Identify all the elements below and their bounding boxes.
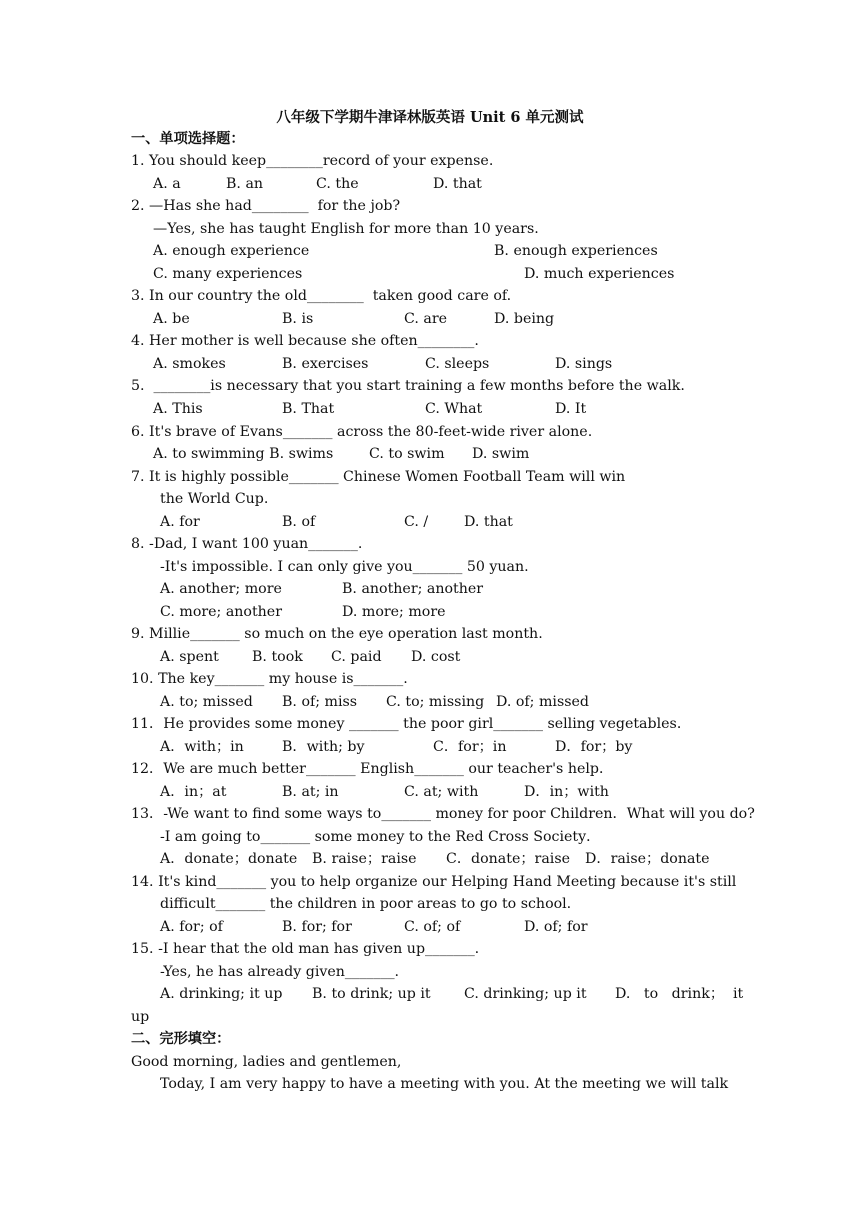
question-5-option-d: D. It <box>555 401 587 417</box>
question-7-stem: 7. It is highly possible_______ Chinese Women Football Team will win <box>131 469 626 485</box>
question-13-option-a: A．donate；donate <box>160 851 298 867</box>
question-11-stem: 11．He provides some money _______ the poor girl_______ selling vegetables． <box>131 716 692 732</box>
section-heading-cloze: 二、完形填空： <box>131 1031 231 1047</box>
question-8-option-d: D. more; more <box>342 604 446 620</box>
question-9-option-d: D. cost <box>411 649 461 665</box>
section-heading-single-choice: 一、单项选择题： <box>131 131 245 147</box>
question-7-option-c: C. / <box>404 514 429 530</box>
question-5-option-b: B. That <box>282 401 335 417</box>
question-14-option-a: A. for; of <box>160 919 223 935</box>
question-15-option-d-continued: up <box>131 1009 150 1025</box>
question-7-stem-continued: the World Cup. <box>160 491 269 507</box>
question-14-option-c: C. of; of <box>404 919 461 935</box>
question-7-option-d: D. that <box>464 514 513 530</box>
question-15-stem-continued: -Yes, he has already given_______. <box>160 964 400 980</box>
passage-salutation: Good morning, ladies and gentlemen, <box>131 1054 402 1070</box>
question-10-option-a: A. to; missed <box>160 694 253 710</box>
question-7-option-a: A. for <box>160 514 200 530</box>
question-15-stem: 15. -I hear that the old man has given up_______. <box>131 941 480 957</box>
question-3-option-b: B. is <box>282 311 314 327</box>
question-3-option-d: D. being <box>494 311 555 327</box>
question-13-stem: 13．-We want to find some ways to_______ money for poor Children．What will you do? <box>131 806 755 822</box>
question-8-stem-continued: -It's impossible. I can only give you_______ 50 yuan. <box>160 559 529 575</box>
question-13-option-c: C．donate；raise <box>446 851 571 867</box>
question-4-option-d: D. sings <box>555 356 613 372</box>
question-10-stem: 10. The key_______ my house is_______. <box>131 671 408 687</box>
question-12-option-d: D．in；with <box>524 784 609 800</box>
question-14-option-b: B. for; for <box>282 919 352 935</box>
question-1-option-d: D. that <box>433 176 482 192</box>
question-6-option-c: C. to swim <box>369 446 445 462</box>
question-4-stem: 4. Her mother is well because she often________. <box>131 333 479 349</box>
question-2-stem: 2. —Has she had________ for the job? <box>131 198 401 214</box>
question-6-option-d: D. swim <box>472 446 530 462</box>
question-13-stem-continued: -I am going to_______ some money to the Red Cross Society． <box>160 829 601 845</box>
question-5-option-c: C. What <box>425 401 483 417</box>
question-8-stem: 8. -Dad, I want 100 yuan_______. <box>131 536 363 552</box>
question-8-option-c: C. more; another <box>160 604 282 620</box>
question-12-option-b: B. at; in <box>282 784 339 800</box>
question-1-option-b: B. an <box>226 176 264 192</box>
question-8-option-a: A. another; more <box>160 581 282 597</box>
question-2-option-a: A. enough experience <box>153 243 310 259</box>
question-11-option-d: D．for；by <box>555 739 633 755</box>
question-3-stem: 3. In our country the old________ taken good care of. <box>131 288 512 304</box>
question-3-option-c: C. are <box>404 311 448 327</box>
question-14-stem-continued: difficult_______ the children in poor areas to go to school. <box>160 896 572 912</box>
question-15-option-b: B. to drink; up it <box>312 986 431 1002</box>
question-3-option-a: A. be <box>153 311 190 327</box>
question-14-stem: 14. It's kind_______ you to help organize our Helping Hand Meeting because it's still <box>131 874 737 890</box>
question-8-option-b: B. another; another <box>342 581 484 597</box>
question-1-option-c: C. the <box>316 176 359 192</box>
question-9-stem: 9. Millie_______ so much on the eye operation last month. <box>131 626 543 642</box>
question-14-option-d: D. of; for <box>524 919 588 935</box>
question-6-stem: 6. It's brave of Evans_______ across the 80-feet-wide river alone. <box>131 424 593 440</box>
question-10-option-c: C. to; missing <box>386 694 485 710</box>
question-5-stem: 5. ________is necessary that you start training a few months before the walk. <box>131 378 685 394</box>
question-15-option-a: A. drinking; it up <box>160 986 283 1002</box>
question-4-option-c: C. sleeps <box>425 356 490 372</box>
question-12-stem: 12．We are much better_______ English_______ our teacher's help． <box>131 761 614 777</box>
question-9-option-a: A. spent <box>160 649 219 665</box>
question-2-option-d: D. much experiences <box>524 266 675 282</box>
question-13-option-b: B. raise；raise <box>312 851 417 867</box>
question-11-option-c: C．for；in <box>433 739 507 755</box>
question-9-option-b: B. took <box>252 649 303 665</box>
question-9-option-c: C. paid <box>331 649 382 665</box>
question-7-option-b: B. of <box>282 514 316 530</box>
question-15-option-d: D. to drink； it <box>615 986 744 1002</box>
question-6-options-a-b: A. to swimming B. swims <box>153 446 334 462</box>
question-2-option-c: C. many experiences <box>153 266 303 282</box>
question-10-option-d: D. of; missed <box>496 694 590 710</box>
passage-paragraph-line: Today, I am very happy to have a meeting with you. At the meeting we will talk <box>160 1076 729 1092</box>
question-13-option-d: D．raise；donate <box>585 851 710 867</box>
question-11-option-b: B．with; by <box>282 739 365 755</box>
question-1-option-a: A. a <box>153 176 181 192</box>
question-10-option-b: B. of; miss <box>282 694 358 710</box>
question-1-stem: 1. You should keep________record of your expense. <box>131 153 494 169</box>
question-4-option-a: A. smokes <box>153 356 226 372</box>
question-2-option-b: B. enough experiences <box>494 243 658 259</box>
document-title: 八年级下学期牛津译林版英语 Unit 6 单元测试 <box>276 109 584 126</box>
question-12-option-c: C. at; with <box>404 784 479 800</box>
question-4-option-b: B. exercises <box>282 356 369 372</box>
question-11-option-a: A．with；in <box>160 739 244 755</box>
question-15-option-c: C. drinking; up it <box>464 986 587 1002</box>
question-12-option-a: A．in；at <box>160 784 227 800</box>
question-2-stem-continued: —Yes, she has taught English for more than 10 years. <box>153 221 539 237</box>
question-5-option-a: A. This <box>153 401 203 417</box>
